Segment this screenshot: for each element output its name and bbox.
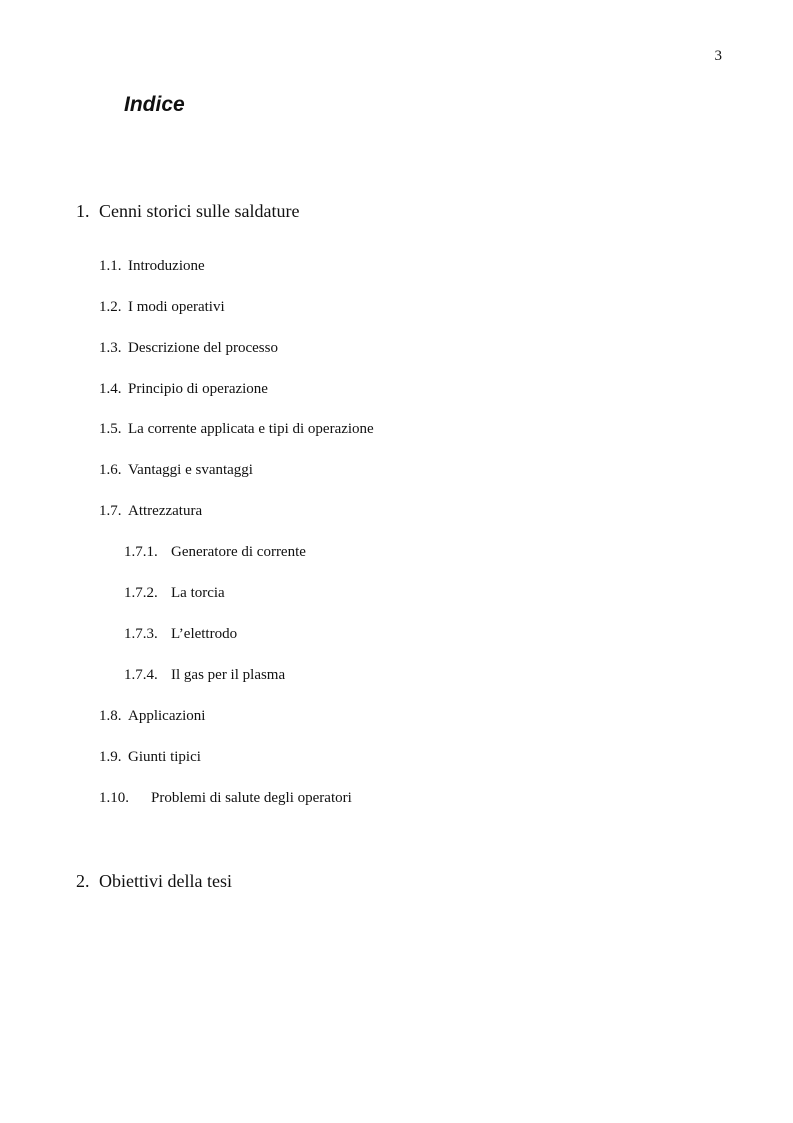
toc-section-label: Problemi di salute degli operatori xyxy=(151,790,352,806)
toc-chapter-number: 1. xyxy=(76,201,90,221)
toc-section-label: Vantaggi e svantaggi xyxy=(128,462,253,478)
page-number: 3 xyxy=(714,48,722,64)
toc-subsection-number: 1.7.3. xyxy=(124,626,158,642)
toc-section-label: Giunti tipici xyxy=(128,749,201,765)
toc-section-number: 1.7. xyxy=(99,503,122,519)
toc-section-number: 1.8. xyxy=(99,708,122,724)
toc-subsection-label: Generatore di corrente xyxy=(171,544,306,560)
toc-section-label: Descrizione del processo xyxy=(128,340,278,356)
toc-section-number: 1.4. xyxy=(99,381,122,397)
toc-section-label: Applicazioni xyxy=(128,708,206,724)
toc-chapter-label: Obiettivi della tesi xyxy=(99,871,232,891)
toc-section-number: 1.5. xyxy=(99,421,122,437)
toc-section-number: 1.9. xyxy=(99,749,122,765)
toc-subsection-label: L’elettrodo xyxy=(171,626,238,642)
toc-section-label: Introduzione xyxy=(128,258,205,274)
toc-chapter-number: 2. xyxy=(76,871,90,891)
toc-section-number: 1.10. xyxy=(99,790,129,806)
toc-section-label: La corrente applicata e tipi di operazione xyxy=(128,421,374,437)
toc-subsection-number: 1.7.4. xyxy=(124,667,158,683)
toc-section-number: 1.2. xyxy=(99,299,122,315)
toc-subsection-number: 1.7.1. xyxy=(124,544,158,560)
toc-section-number: 1.3. xyxy=(99,340,122,356)
page-title: Indice xyxy=(124,93,185,116)
toc-section-label: Attrezzatura xyxy=(128,503,203,519)
toc-subsection-label: La torcia xyxy=(171,585,225,601)
toc-chapter-label: Cenni storici sulle saldature xyxy=(99,201,300,221)
toc-section-label: Principio di operazione xyxy=(128,381,268,397)
toc-section-label: I modi operativi xyxy=(128,299,225,315)
toc-section-number: 1.6. xyxy=(99,462,122,478)
toc-subsection-label: Il gas per il plasma xyxy=(171,667,286,683)
toc-section-number: 1.1. xyxy=(99,258,122,274)
toc-subsection-number: 1.7.2. xyxy=(124,585,158,601)
